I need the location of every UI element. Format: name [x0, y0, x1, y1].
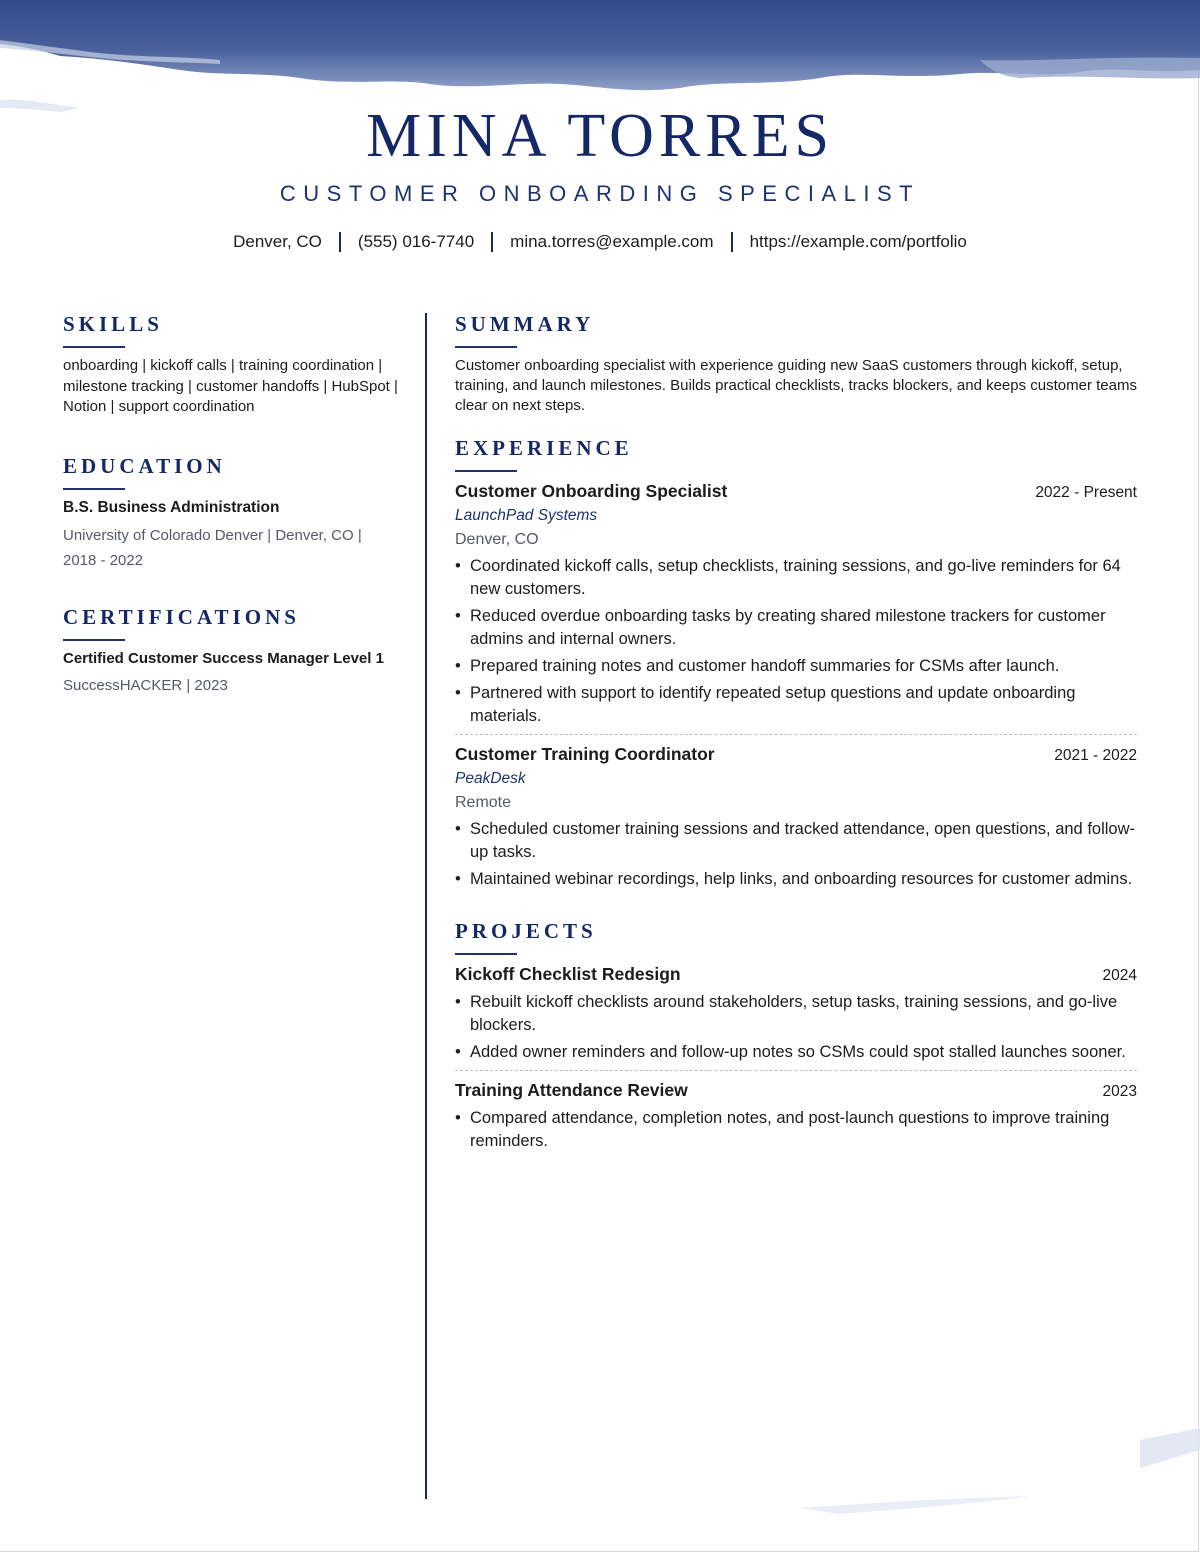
- contact-separator: [339, 232, 341, 252]
- experience-section: [455, 434, 1137, 891]
- projects-section: [455, 917, 1137, 1153]
- project-entry: [455, 1079, 1137, 1153]
- left-column: [63, 310, 398, 698]
- job-bullets: [455, 818, 1137, 891]
- contact-location: Denver, CO: [233, 232, 322, 251]
- education-degree: B.S. Business Administration: [63, 498, 280, 516]
- job-entry: [455, 743, 1137, 891]
- section-rule: [63, 639, 125, 641]
- skills-section: [63, 310, 398, 418]
- job-bullets: [455, 555, 1137, 728]
- job-company: LaunchPad Systems: [455, 507, 598, 524]
- certifications-section: [63, 603, 398, 698]
- entry-separator: [455, 734, 1137, 735]
- resume-header: [0, 100, 1200, 254]
- job-date: 2022 - Present: [1035, 484, 1137, 501]
- section-rule: [455, 953, 517, 955]
- contact-email[interactable]: mina.torres@example.com: [510, 232, 714, 251]
- right-column: [455, 310, 1137, 1157]
- job-title: Customer Onboarding Specialist: [455, 481, 728, 501]
- job-title: Customer Training Coordinator: [455, 744, 715, 764]
- section-heading: SKILLS: [63, 312, 163, 336]
- summary-text: Customer onboarding specialist with experience guiding new SaaS customers through kickoff, setup, training, and launch milestones. Builds practical checklists, tracks blockers, and keeps customer teams clear on next steps.: [455, 357, 1137, 414]
- project-title: Kickoff Checklist Redesign: [455, 964, 681, 984]
- contact-line: [0, 230, 1200, 254]
- section-heading: EXPERIENCE: [455, 436, 633, 460]
- bullet-item: • Maintained webinar recordings, help links, and onboarding resources for customer admins.: [455, 868, 1137, 891]
- certification-name: Certified Customer Success Manager Level 1: [63, 649, 384, 667]
- contact-portfolio-link[interactable]: https://example.com/portfolio: [749, 232, 967, 251]
- job-location: Remote: [455, 794, 512, 811]
- section-rule: [455, 470, 517, 472]
- bullet-item: • Reduced overdue onboarding tasks by creating shared milestone trackers for customer admins and internal owners.: [455, 605, 1137, 651]
- bullet-item: • Added owner reminders and follow-up notes so CSMs could spot stalled launches sooner.: [455, 1041, 1137, 1064]
- bullet-item: • Coordinated kickoff calls, setup checklists, training sessions, and go-live reminders for 64 new customers.: [455, 555, 1137, 601]
- bullet-item: • Prepared training notes and customer handoff summaries for CSMs after launch.: [455, 655, 1137, 678]
- project-title: Training Attendance Review: [455, 1080, 688, 1100]
- project-date: 2024: [1102, 967, 1137, 984]
- certification-meta: SuccessHACKER | 2023: [63, 676, 228, 694]
- section-heading: EDUCATION: [63, 453, 226, 478]
- job-entry: [455, 480, 1137, 728]
- section-heading: PROJECTS: [455, 919, 597, 943]
- job-company: PeakDesk: [455, 770, 526, 787]
- job-date: 2021 - 2022: [1054, 747, 1137, 764]
- section-rule: [455, 346, 517, 348]
- education-section: [63, 452, 398, 573]
- bullet-item: • Partnered with support to identify repeated setup questions and update onboarding materials.: [455, 682, 1137, 728]
- contact-phone: (555) 016-7740: [357, 232, 475, 251]
- contact-separator: [491, 232, 493, 252]
- section-rule: [63, 488, 125, 490]
- project-entry: [455, 963, 1137, 1064]
- skills-list: onboarding | kickoff calls | training coordination | milestone tracking | customer handoffs | HubSpot | Notion | support coordination: [63, 357, 398, 415]
- project-bullets: [455, 1107, 1137, 1153]
- section-heading: SUMMARY: [455, 312, 595, 336]
- candidate-name: MINA TORRES: [366, 102, 834, 170]
- candidate-title: CUSTOMER ONBOARDING SPECIALIST: [279, 181, 921, 206]
- bullet-item: • Compared attendance, completion notes, and post-launch questions to improve training reminders.: [455, 1107, 1137, 1153]
- watercolor-wash-bottom: [0, 1420, 1200, 1553]
- project-bullets: [455, 991, 1137, 1064]
- column-divider: [425, 313, 427, 1499]
- summary-section: [455, 310, 1137, 416]
- bullet-item: • Scheduled customer training sessions and tracked attendance, open questions, and follow-up tasks.: [455, 818, 1137, 864]
- job-location: Denver, CO: [455, 531, 539, 548]
- section-heading: CERTIFICATIONS: [63, 604, 300, 629]
- section-rule: [63, 346, 125, 348]
- project-date: 2023: [1102, 1083, 1137, 1100]
- education-meta: University of Colorado Denver | Denver, CO | 2018 - 2022: [63, 526, 362, 569]
- contact-separator: [731, 232, 733, 252]
- entry-separator: [455, 1070, 1137, 1071]
- bullet-item: • Rebuilt kickoff checklists around stakeholders, setup tasks, training sessions, and go-live blockers.: [455, 991, 1137, 1037]
